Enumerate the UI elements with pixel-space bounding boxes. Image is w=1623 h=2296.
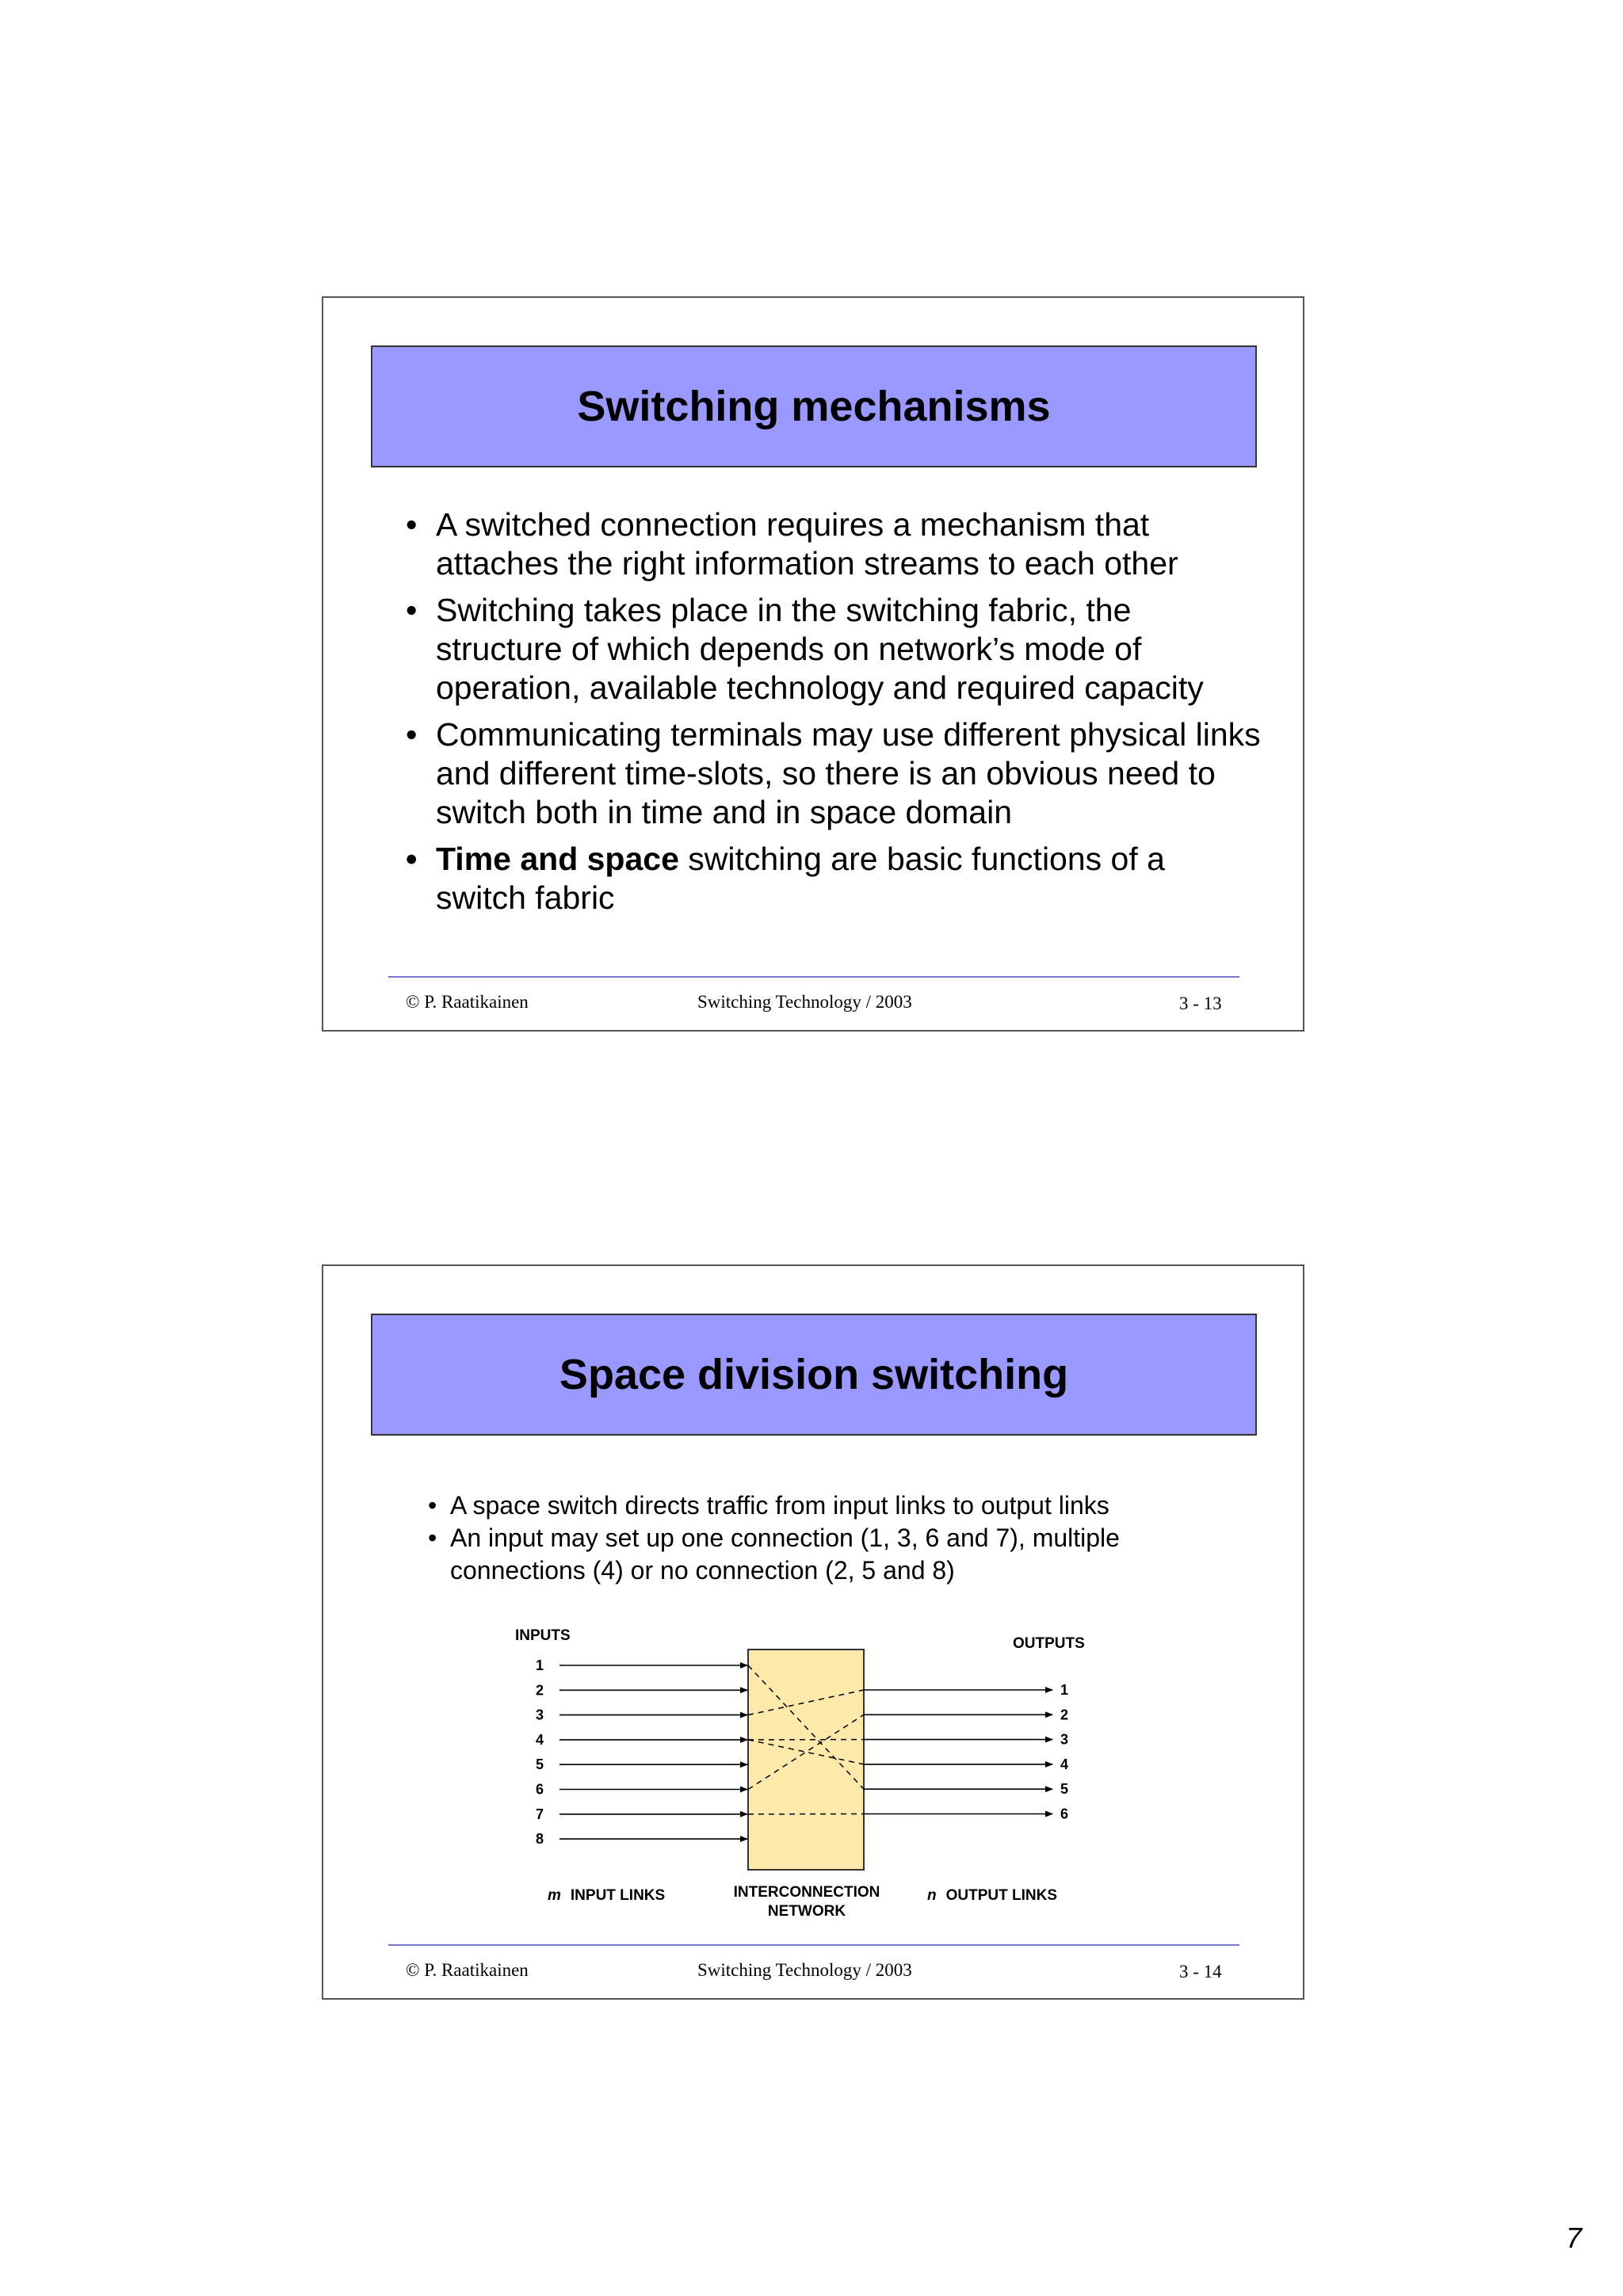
slide-title: Space division switching [559,1351,1069,1398]
space-switch-diagram [323,1266,1303,1998]
network-label-line2: NETWORK [767,1903,846,1920]
bullet-dot: • [406,841,418,877]
bullet-dot: • [428,1524,437,1552]
input-links [559,1665,747,1839]
input-number: 5 [536,1756,544,1773]
bullet-text: A space switch directs traffic from input links to output links [450,1491,1109,1520]
input-links-var: m [548,1887,561,1904]
bullet-text: Switching takes place in the switching fabric, the structure of which depends on network’s mode of operation, available technology and required capacity [436,592,1204,706]
output-number: 2 [1060,1707,1069,1723]
output-number: 3 [1060,1731,1069,1748]
footer-course: Switching Technology / 2003 [697,992,912,1012]
bullet-text: An input may set up one connection (1, 3, 6 and 7), multiple connections (4) or no connection (2, 5 and 8) [450,1524,1120,1585]
input-numbers [536,1657,544,1847]
bullet-dot: • [406,592,418,628]
bullet-item [406,591,1262,707]
bullet-item [406,715,1262,832]
output-number: 6 [1060,1806,1069,1822]
output-links-var: n [927,1887,937,1904]
input-number: 2 [536,1682,544,1699]
input-number: 1 [536,1657,544,1673]
footer-rule [388,976,1239,978]
output-numbers [1060,1682,1068,1822]
input-number: 6 [536,1781,544,1798]
footer-rule [388,1944,1239,1946]
bullet-text: switching are basic functions of a switch fabric [436,841,1165,916]
bullet-dot: • [406,506,418,543]
input-number: 8 [536,1831,544,1848]
input-number: 3 [536,1707,544,1723]
output-number: 5 [1060,1781,1069,1798]
bullet-text: Communicating terminals may use different physical links and different time-slots, so there is an obvious need to switch both in time and in space domain [436,716,1261,830]
output-links [864,1690,1052,1814]
footer-author: © P. Raatikainen [406,1960,529,1980]
input-links-caption [548,1887,665,1904]
slide-title-box [371,345,1257,467]
footer-slide-number: 3 - 13 [1179,994,1222,1013]
network-label-line1: INTERCONNECTION [733,1884,880,1901]
output-number: 4 [1060,1756,1069,1772]
interconnection-network-box [748,1650,864,1870]
outputs-label: OUTPUTS [1013,1635,1085,1652]
footer-author: © P. Raatikainen [406,992,529,1012]
output-links-label: OUTPUT LINKS [945,1887,1057,1904]
slide-title: Switching mechanisms [577,383,1051,430]
slide-space-division-switching [322,1264,1304,2000]
input-number: 4 [536,1731,544,1748]
bullet-text: A switched connection requires a mechanism that attaches the right information streams to each other [436,506,1178,582]
bullet-item [406,505,1262,583]
bullet-list [406,505,1262,925]
bullet-dot: • [428,1491,437,1520]
footer-slide-number: 3 - 14 [1179,1962,1222,1981]
output-links-caption [927,1887,1057,1904]
footer-course: Switching Technology / 2003 [697,1960,912,1980]
bullet-item [406,840,1262,917]
bullet-dot: • [406,716,418,753]
output-number: 1 [1060,1682,1069,1698]
inputs-label: INPUTS [515,1627,571,1644]
slide-switching-mechanisms [322,296,1304,1032]
bullet-bold-text: Time and space [436,841,679,877]
input-number: 7 [536,1806,544,1822]
page-number: 7 [1565,2222,1582,2254]
input-links-label: INPUT LINKS [570,1887,666,1904]
